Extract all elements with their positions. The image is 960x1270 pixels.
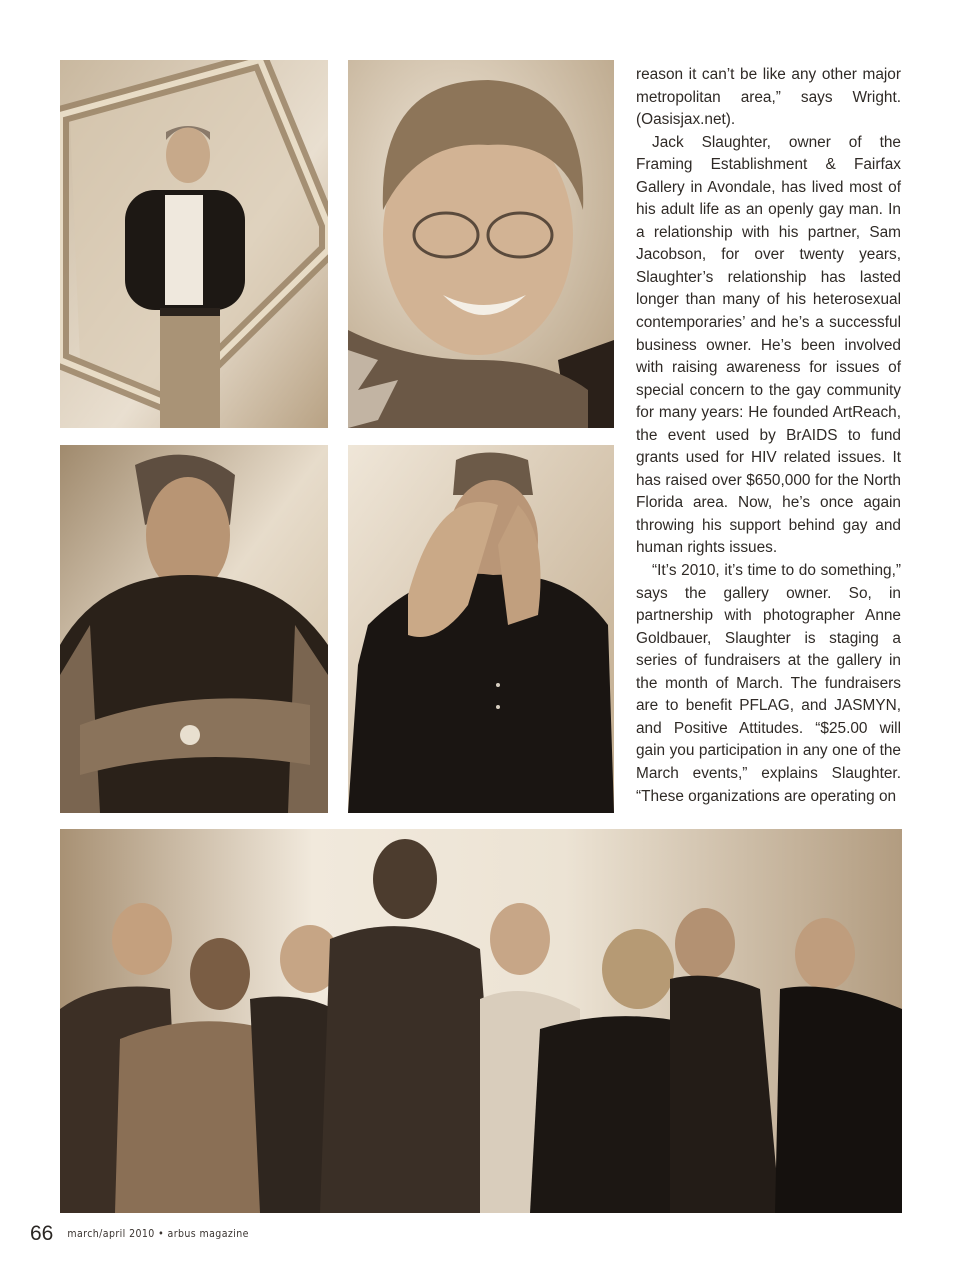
photo-man-hands-over-face [348, 445, 614, 813]
footer-separator: • [158, 1228, 165, 1240]
page-footer [30, 1219, 249, 1249]
issue-date: march/april 2010 [67, 1228, 155, 1240]
photo-man-holding-frame [60, 60, 328, 428]
article-paragraph: “It’s 2010, it’s time to do something,” says the gallery owner. So, in partnership with photographer Anne Goldbauer, Slaughter is staging a series of fundraisers at the gallery in the month of March. The fundraisers are to benefit PFLAG, and JASMYN, and Positive Attitudes. “$25.00 will gain you participation in any one of the March events,” explains Slaughter. “These organizations are operating on [636, 562, 901, 805]
article-paragraph: reason it can’t be like any other major metropolitan area,” says Wright. (Oasisjax.net). [636, 66, 901, 129]
photo-group-portrait [60, 829, 902, 1213]
photo-man-hands-over-face-art [348, 445, 614, 813]
photo-man-holding-frame-art [60, 60, 328, 428]
photo-group-portrait-art [60, 829, 902, 1213]
photo-man-arms-crossed-art [60, 445, 328, 813]
magazine-name: arbus magazine [167, 1228, 249, 1240]
footer-issue-line [67, 1228, 249, 1240]
page-number: 66 [30, 1222, 54, 1245]
photo-man-arms-crossed [60, 445, 328, 813]
article-paragraph: Jack Slaughter, owner of the Framing Establishment & Fairfax Gallery in Avondale, has lived most of his adult life as an openly gay man. In a relationship with his partner, Sam Jacobson, for over twenty years, Slaughter’s relationship has lasted longer than many of his heterosexual contemporaries’ and he’s a successful business owner. He’s been involved with raising awareness for issues of special concern to the gay community for many years: He founded ArtReach, the event used by BrAIDS to fund grants used for HIV related issues. It has raised over $650,000 for the North Florida area. Now, he’s once again throwing his support behind gay and human rights issues. [636, 133, 901, 557]
article-text-column [636, 64, 901, 808]
photo-smiling-woman-art [348, 60, 614, 428]
photo-smiling-woman [348, 60, 614, 428]
